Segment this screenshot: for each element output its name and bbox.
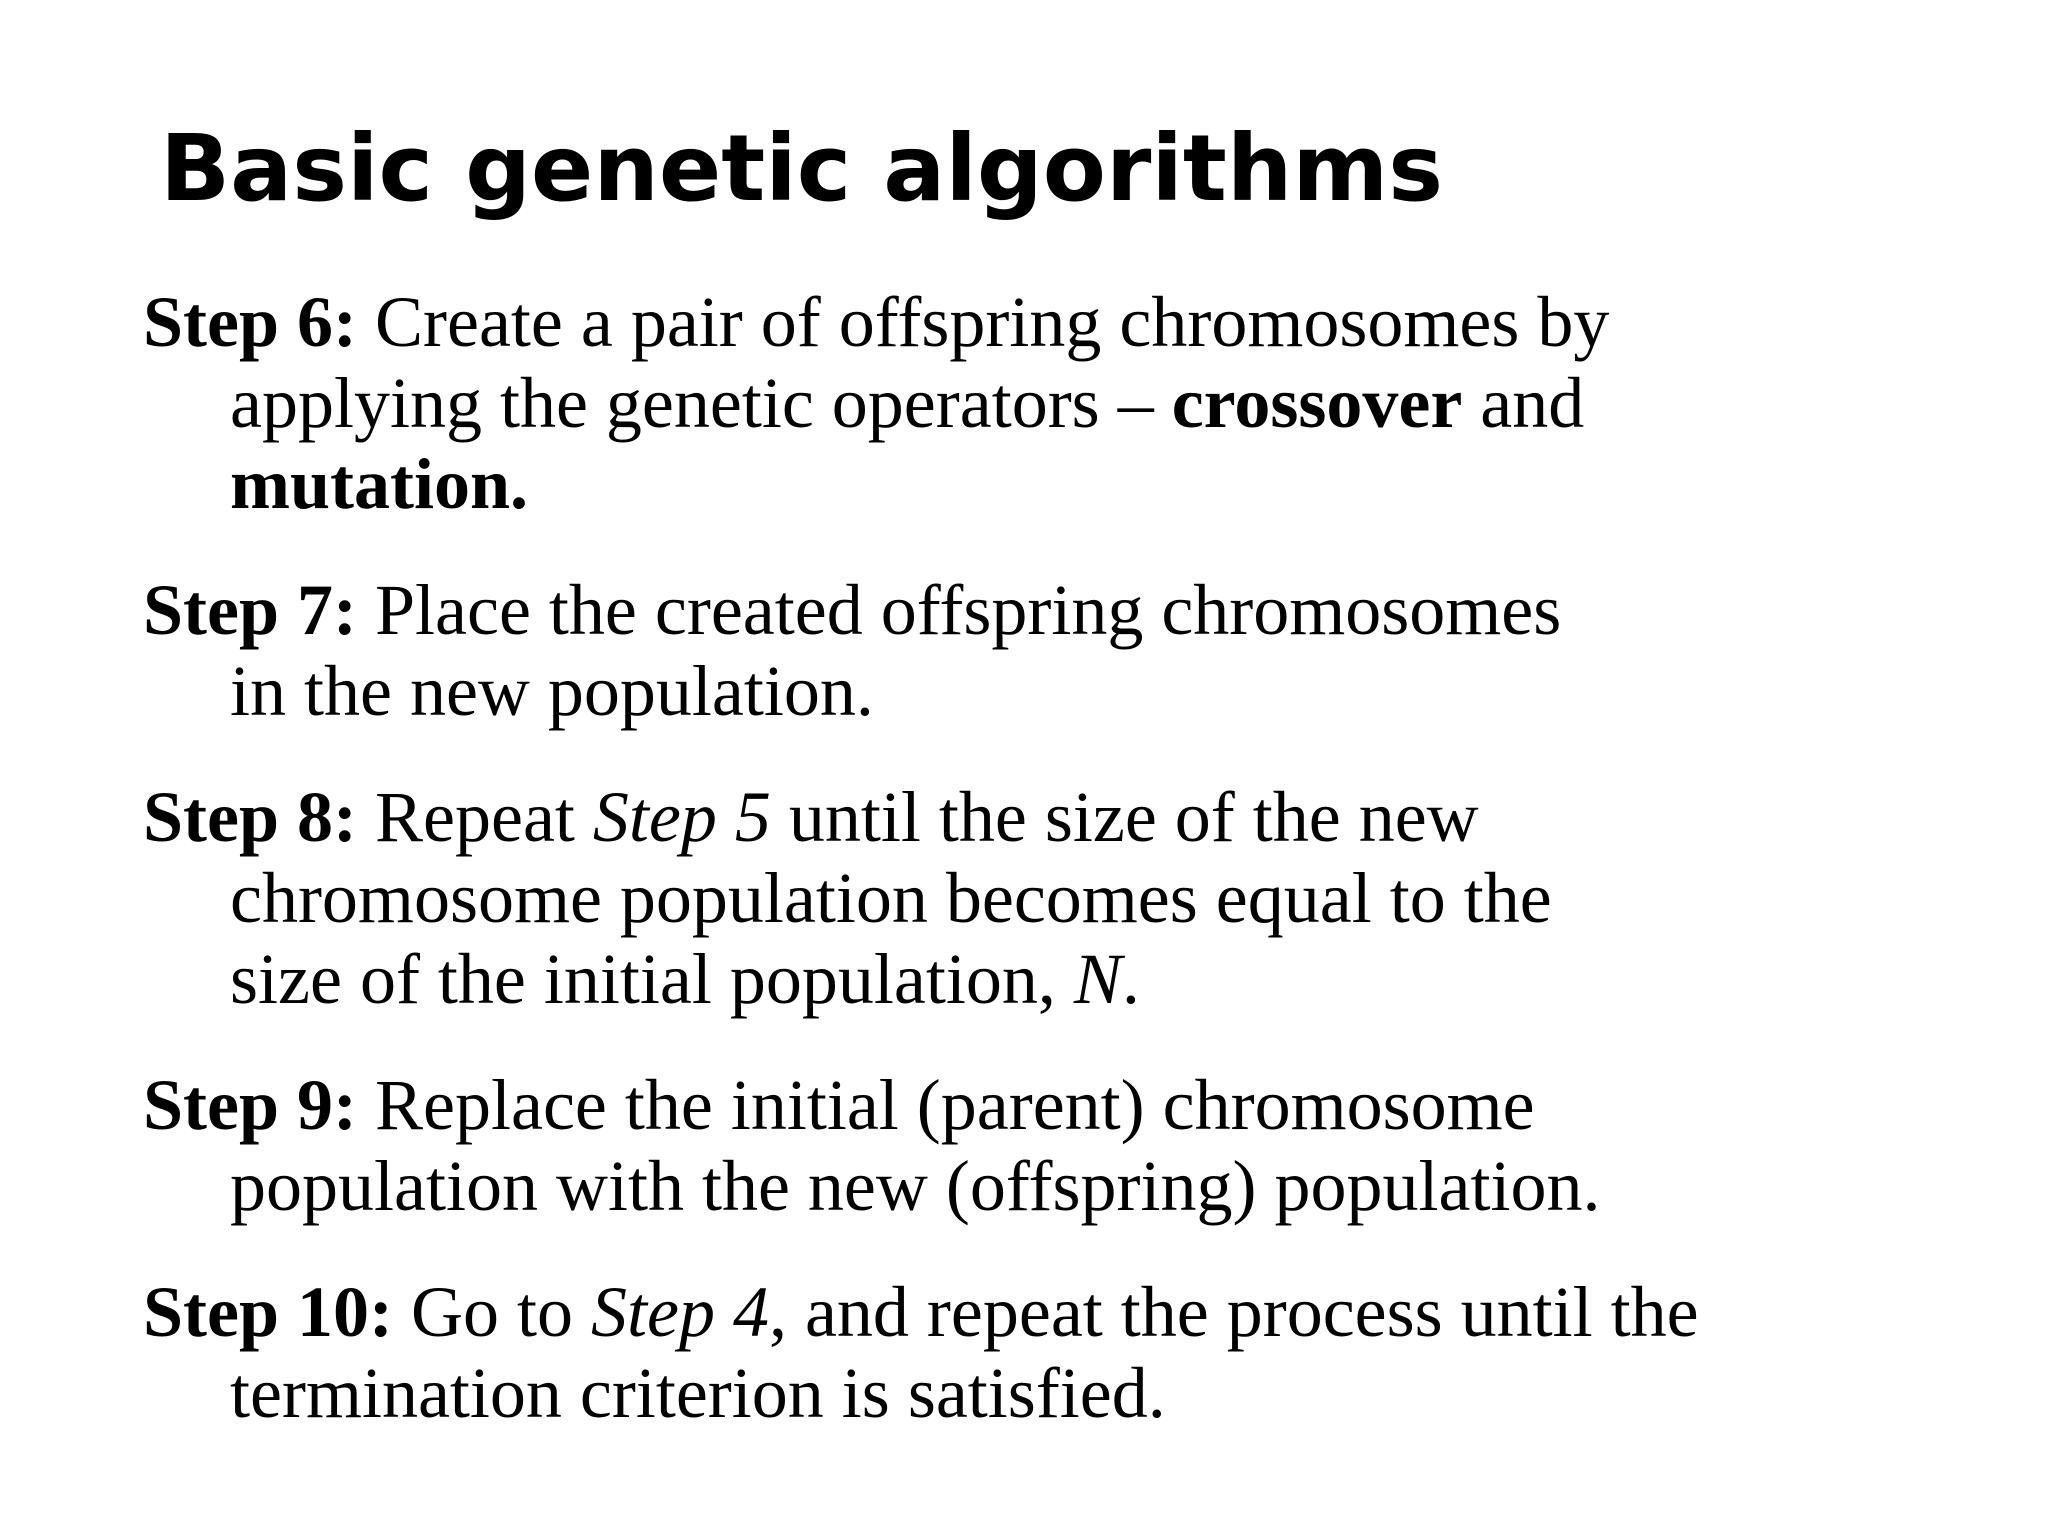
step-text: population with the new (offspring) population. [230,1146,1601,1226]
step-text: in the new population. [230,651,874,731]
step-reference: Step 4 [591,1272,769,1352]
step-text: and [1462,363,1585,443]
step-text: size of the initial population, [230,939,1074,1019]
step-line [143,1146,2023,1227]
step-line [143,363,2023,444]
step-text: Go to [393,1272,591,1352]
step-text: , and repeat the process until the [768,1272,1699,1352]
step-line [143,570,2023,651]
term-crossover: crossover [1171,363,1463,443]
step-list [143,282,2023,1434]
step-item [143,282,2023,525]
step-item [143,777,2023,1020]
step-label: Step 10: [143,1272,393,1352]
step-text: termination criterion is satisfied. [230,1353,1166,1433]
step-text: . [1121,939,1140,1019]
variable-n: N [1073,939,1122,1019]
step-item [143,1272,2023,1434]
slide-title: Basic genetic algorithms [160,115,1443,222]
step-line [143,1065,2023,1146]
step-label: Step 9: [143,1065,357,1145]
step-line [143,1353,2023,1434]
step-line [143,651,2023,732]
step-line [143,777,2023,858]
step-text: until the size of the new [770,777,1479,857]
step-reference: Step 5 [592,777,771,857]
step-label: Step 8: [143,777,357,857]
term-mutation: mutation. [230,444,529,524]
step-text: Repeat [357,777,593,857]
step-line [143,1272,2023,1353]
step-text: chromosome population becomes equal to the [230,858,1552,938]
step-text: Place the created offspring chromosomes [357,570,1562,650]
step-label: Step 6: [143,282,357,362]
step-text: Create a pair of offspring chromosomes by [357,282,1610,362]
step-item [143,570,2023,732]
step-line [143,282,2023,363]
step-line [143,858,2023,939]
step-line [143,939,2023,1020]
step-label: Step 7: [143,570,357,650]
step-item [143,1065,2023,1227]
step-text: Replace the initial (parent) chromosome [357,1065,1535,1145]
step-line [143,444,2023,525]
step-text: applying the genetic operators – [230,363,1172,443]
